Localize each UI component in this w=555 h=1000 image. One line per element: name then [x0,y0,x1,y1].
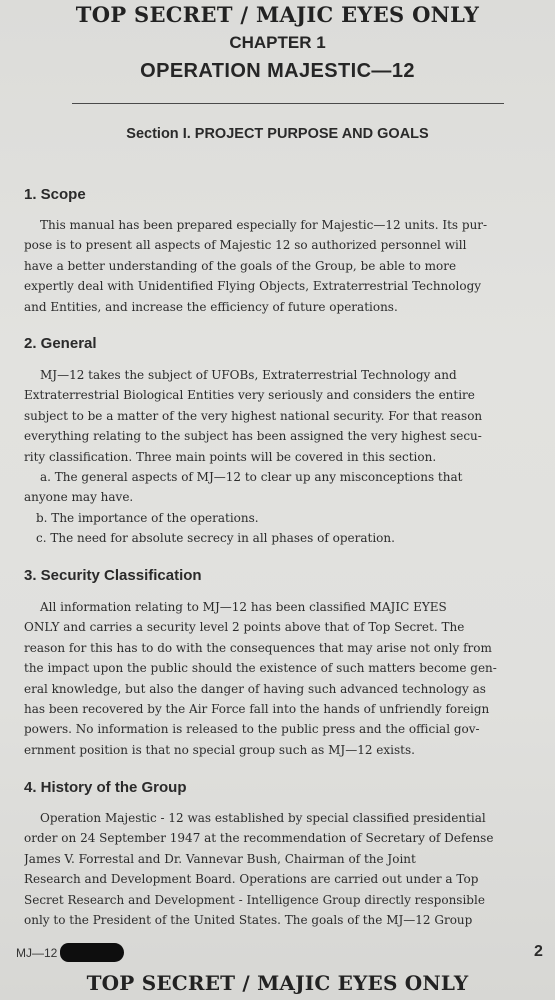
redaction-mark [60,943,124,962]
general-heading: 2. General [24,335,97,352]
text-line: subject to be a matter of the very highest national security. For that reason [24,408,483,423]
general-paragraph [24,365,555,549]
text-line: James V. Forrestal and Dr. Vannevar Bush, Chairman of the Joint [24,851,416,866]
classification-header: TOP SECRET / MAJIC EYES ONLY [75,2,480,27]
history-heading: 4. History of the Group [24,779,187,796]
list-item: a. The general aspects of MJ—12 to clear up any misconceptions that [40,470,463,485]
chapter-label: CHAPTER 1 [229,33,326,52]
section-title: Section I. PROJECT PURPOSE AND GOALS [126,126,429,142]
text-line: and Entities, and increase the efficiency of future operations. [24,299,398,314]
text-line: order on 24 September 1947 at the recommendation of Secretary of Defense [24,831,494,846]
text-line: ernment position is that no special group such as MJ—12 exists. [24,742,415,757]
page-number: 2 [534,943,543,960]
security-heading: 3. Security Classification [24,567,202,584]
operation-title: OPERATION MAJESTIC—12 [140,60,415,82]
text-line: All information relating to MJ—12 has been classified MAJIC EYES [40,600,447,614]
text-line: everything relating to the subject has been assigned the very highest secu- [24,429,482,444]
text-line: Operation Majestic - 12 was established by special classified presidential [40,811,486,825]
text-line: anyone may have. [24,490,134,505]
text-line: rity classification. Three main points will be covered in this section. [24,449,437,464]
list-item: c. The need for absolute secrecy in all phases of operation. [36,531,395,546]
text-line: pose is to present all aspects of Majestic 12 so authorized personnel will [24,238,467,253]
text-line: have a better understanding of the goals of the Group, be able to more [24,258,457,273]
text-line: the impact upon the public should the existence of such matters become gen- [24,661,497,676]
text-line: only to the President of the United States. The goals of the MJ—12 Group [24,913,473,928]
history-paragraph [24,808,555,930]
scope-paragraph [24,215,555,317]
classification-footer: TOP SECRET / MAJIC EYES ONLY [86,971,469,995]
scope-heading: 1. Scope [24,186,86,203]
text-line: eral knowledge, but also the danger of having such advanced technology as [24,681,486,696]
security-paragraph [24,597,555,760]
text-line: expertly deal with Unidentified Flying Objects, Extraterrestrial Technology [24,279,482,294]
text-line: Research and Development Board. Operations are carried out under a Top [24,872,479,887]
text-line: This manual has been prepared especially for Majestic—12 units. Its pur- [40,218,488,232]
text-line: reason for this has to do with the consequences that may arise not only from [24,640,492,655]
text-line: ONLY and carries a security level 2 points above that of Top Secret. The [24,620,465,635]
list-item: b. The importance of the operations. [36,510,259,525]
text-line: Secret Research and Development - Intelligence Group directly responsible [24,892,485,907]
document-code: MJ—12 [16,946,58,960]
text-line: Extraterrestrial Biological Entities very seriously and considers the entire [24,388,475,403]
text-line: has been recovered by the Air Force fall into the hands of unfriendly foreign [24,702,490,717]
header-divider [72,103,504,104]
text-line: powers. No information is released to the public press and the official gov- [24,722,480,737]
text-line: MJ—12 takes the subject of UFOBs, Extraterrestrial Technology and [40,368,457,382]
